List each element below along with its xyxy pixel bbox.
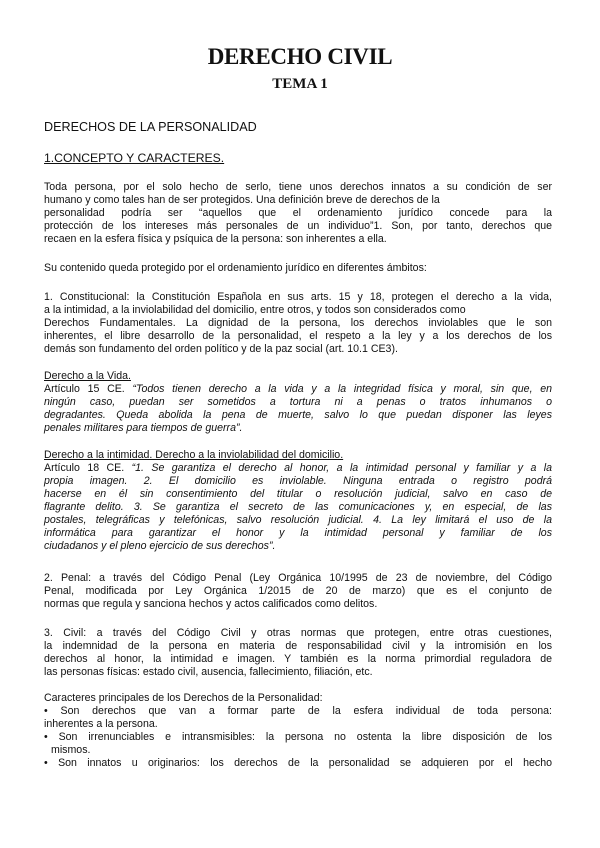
intimidad-line (44, 475, 552, 488)
p4-line: 2. Penal: a través del Código Penal (Ley Orgánica 10/1995 de 23 de noviembre, del Código (44, 572, 552, 584)
p5-line: derechos al honor, la intimidad e imagen. Y también es la norma primordial reguladora de (44, 653, 552, 665)
intimidad-line (44, 501, 552, 514)
vida-lead: Artículo 15 CE. (44, 383, 133, 395)
caracteres-item: • Son derechos que van a formar parte de la esfera individual de toda persona: (44, 705, 552, 717)
subsection-heading: 1.CONCEPTO Y CARACTERES. (44, 151, 225, 165)
p1-line: protección de los intereses más personales de un individuo”1. Son, por tanto, derechos que (44, 220, 552, 232)
caracteres-item: • Son irrenunciables e intransmisibles: la persona no ostenta la libre disposición de los (44, 731, 552, 743)
p3-line: Derechos Fundamentales. La dignidad de la persona, los derechos inviolables que le son (44, 317, 552, 329)
intimidad-line (44, 462, 552, 475)
vida-line (44, 396, 552, 409)
p2-line: Su contenido queda protegido por el ordenamiento jurídico en diferentes ámbitos: (44, 262, 427, 274)
vida-quote: degradantes. Queda abolida la pena de muerte, salvo lo que puedan disponer las leyes (44, 409, 552, 421)
p1-line: recaen en la esfera física y psíquica de la persona: son inherentes a ella. (44, 233, 387, 245)
intimidad-lead: Artículo 18 CE. (44, 462, 132, 474)
p3-line: inherentes, el libre desarrollo de la personalidad, el respeto a la ley y a los derechos de los (44, 330, 552, 342)
intimidad-quote: flagrante delito. 3. Se garantiza el secreto de las comunicaciones y, en especial, de las (44, 501, 552, 513)
intimidad-line (44, 540, 552, 553)
p5-line: 3. Civil: a través del Código Civil y otras normas que protegen, entre otras cuestiones, (44, 627, 552, 639)
intimidad-quote: propia imagen. 2. El domicilio es inviolable. Ninguna entrada o registro podrá (44, 475, 552, 487)
document-subtitle: TEMA 1 (272, 76, 328, 92)
vida-line (44, 383, 552, 396)
intimidad-line (44, 514, 552, 527)
vida-quote: “Todos tienen derecho a la vida y a la integridad física y moral, sin que, en (132, 383, 552, 395)
intimidad-quote: ciudadanos y el pleno ejercicio de sus derechos”. (44, 540, 276, 552)
p1-line: Toda persona, por el solo hecho de serlo, tiene unos derechos innatos a su condición de ser (44, 181, 552, 193)
document-title: DERECHO CIVIL (207, 44, 393, 69)
vida-quote: ningún caso, puedan ser sometidos a tortura ni a penas o tratos inhumanos o (44, 396, 552, 408)
p1-line: humano y como tales han de ser protegidos. Una definición breve de derechos de la (44, 194, 440, 206)
p5-line: la indemnidad de la persona en materia de responsabilidad civil y la intromisión en los (44, 640, 552, 652)
vida-heading: Derecho a la Vida. (44, 370, 131, 382)
intimidad-quote: hacerse en él sin consentimiento del titular o resolución judicial, salvo en caso de (44, 488, 552, 500)
intimidad-heading: Derecho a la intimidad. Derecho a la inviolabilidad del domicilio. (44, 449, 344, 461)
vida-line (44, 422, 552, 435)
intimidad-line (44, 527, 552, 540)
p1-line: personalidad podría ser “aquellos que el ordenamiento jurídico concede para la (44, 207, 552, 219)
intimidad-line (44, 488, 552, 501)
intimidad-quote: “1. Se garantiza el derecho al honor, a la intimidad personal y familiar y a la (131, 462, 552, 474)
p3-line: 1. Constitucional: la Constitución Española en sus arts. 15 y 18, protegen el derecho a la vida, (44, 291, 552, 303)
caracteres-item: • Son innatos u originarios: los derechos de la personalidad se adquieren por el hecho (44, 757, 552, 769)
caracteres-intro: Caracteres principales de los Derechos de la Personalidad: (44, 692, 323, 704)
p3-line: demás son fundamento del orden político y de la paz social (art. 10.1 CE3). (44, 343, 398, 355)
p4-line: normas que regula y sanciona hechos y actos calificados como delitos. (44, 598, 378, 610)
p4-line: Penal, modificada por Ley Orgánica 1/2015 de 20 de marzo) que es el conjunto de (44, 585, 552, 597)
intimidad-quote: postales, telegráficas y telefónicas, salvo resolución judicial. 4. La ley limitará el uso de la (44, 514, 552, 526)
p5-line: las personas físicas: estado civil, ausencia, fallecimiento, filiación, etc. (44, 666, 373, 678)
caracteres-item: mismos. (51, 744, 91, 756)
vida-quote: penales militares para tiempos de guerra”. (44, 422, 243, 434)
section-heading: DERECHOS DE LA PERSONALIDAD (44, 120, 257, 134)
vida-line (44, 409, 552, 422)
caracteres-item: inherentes a la persona. (44, 718, 158, 730)
intimidad-quote: informática para garantizar el honor y la intimidad personal y familiar de los (44, 527, 552, 539)
p3-line: a la intimidad, a la inviolabilidad del domicilio, entre otros, y todos son considerados como (44, 304, 466, 316)
